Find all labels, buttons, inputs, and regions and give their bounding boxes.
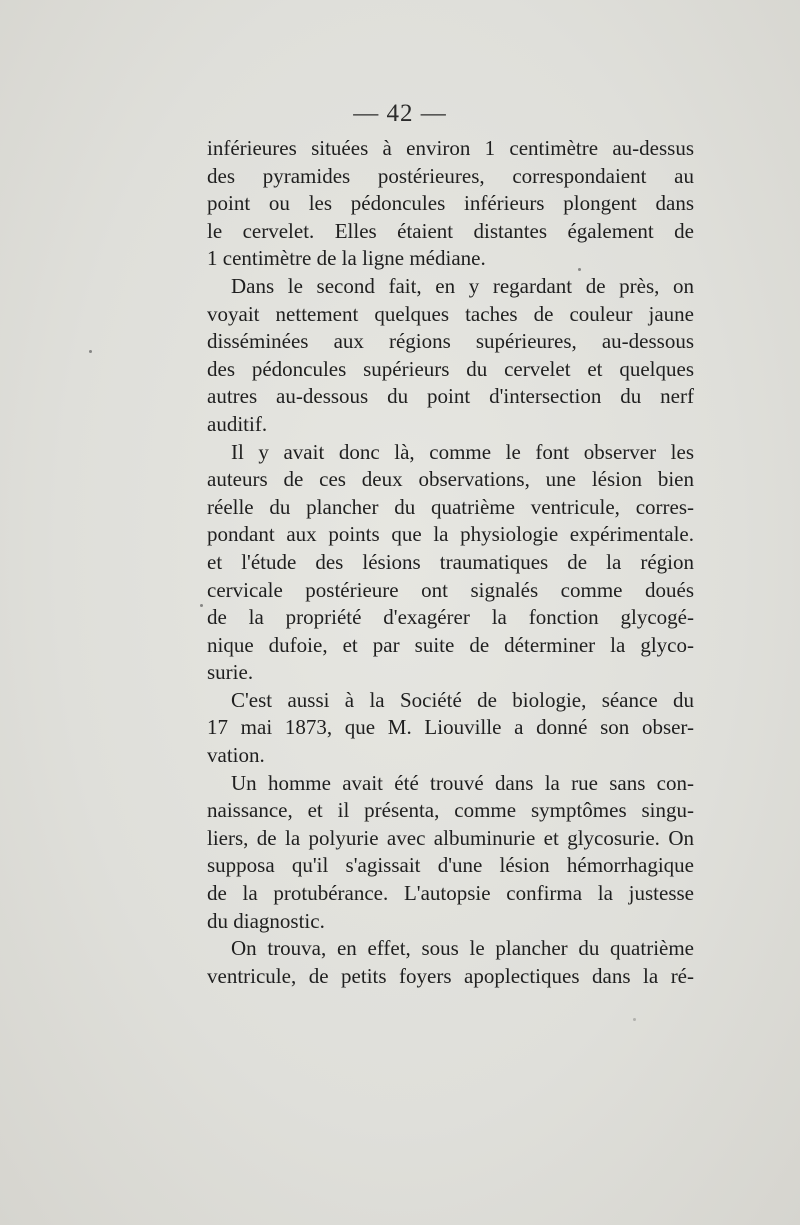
text-line: inférieures situées à environ 1 centimètre au-dessus <box>207 136 694 160</box>
text-line: vation. <box>207 743 265 768</box>
text-line: naissance, et il présenta, comme symptômes singu- <box>207 798 694 823</box>
text-line: supposa qu'il s'agissait d'une lésion hémorrhagique <box>207 853 694 878</box>
text-line: C'est aussi à la Société de biologie, séance du <box>231 687 694 712</box>
text-line: voyait nettement quelques taches de couleur jaune <box>207 301 694 326</box>
text-line: des pédoncules supérieurs du cervelet et quelques <box>207 356 694 381</box>
text-line: des pyramides postérieures, correspondaient au <box>207 163 694 188</box>
text-line: nique dufoie, et par suite de déterminer la glyco- <box>207 632 694 657</box>
text-line: le cervelet. Elles étaient distantes également de <box>207 218 694 243</box>
text-line: surie. <box>207 660 254 685</box>
text-line: liers, de la polyurie avec albuminurie et glycosurie. On <box>207 825 694 850</box>
text-line: Un homme avait été trouvé dans la rue sans con- <box>231 770 694 795</box>
text-line: point ou les pédoncules inférieurs plongent dans <box>207 191 694 216</box>
paper-speck <box>200 604 203 607</box>
text-line: Dans le second fait, en y regardant de près, on <box>231 273 694 298</box>
text-line: Il y avait donc là, comme le font observer les <box>231 439 694 464</box>
text-line: On trouva, en effet, sous le plancher du quatrième <box>231 936 694 961</box>
text-line: pondant aux points que la physiologie expérimentale. <box>207 522 694 547</box>
text-line: auteurs de ces deux observations, une lésion bien <box>207 467 694 492</box>
text-line: de la protubérance. L'autopsie confirma la justesse <box>207 881 694 906</box>
text-line: ventricule, de petits foyers apoplectiques dans la ré- <box>207 963 694 988</box>
paper-speck <box>633 1018 636 1021</box>
page-number: — 42 — <box>353 100 447 127</box>
paper-speck <box>578 268 581 271</box>
text-line: de la propriété d'exagérer la fonction glycogé- <box>207 605 694 630</box>
text-line: 17 mai 1873, que M. Liouville a donné son obser- <box>207 715 694 740</box>
text-line: cervicale postérieure ont signalés comme doués <box>207 577 694 602</box>
text-line: 1 centimètre de la ligne médiane. <box>207 246 486 271</box>
text-line: disséminées aux régions supérieures, au-dessous <box>207 329 694 354</box>
text-line: autres au-dessous du point d'intersection du nerf <box>207 384 694 409</box>
text-line: et l'étude des lésions traumatiques de la région <box>207 549 694 574</box>
text-line: du diagnostic. <box>207 908 325 933</box>
text-line: auditif. <box>207 411 268 436</box>
paper-speck <box>89 350 92 353</box>
text-line: réelle du plancher du quatrième ventricule, corres- <box>207 494 694 519</box>
body-text <box>207 135 694 990</box>
